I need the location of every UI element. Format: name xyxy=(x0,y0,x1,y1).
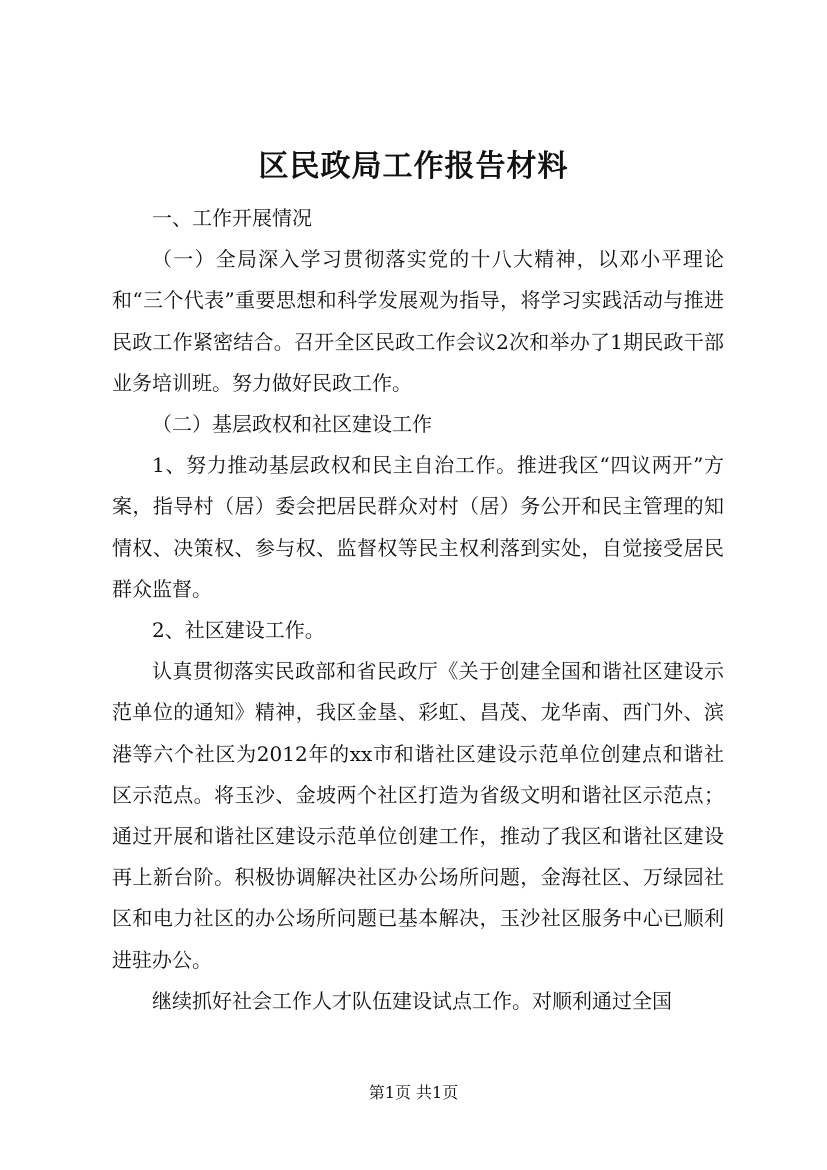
paragraph-4: 认真贯彻落实民政部和省民政厅《关于创建全国和谐社区建设示范单位的通知》精神，我区金垦、彩虹、昌茂、龙华南、西门外、滨港等六个社区为2012年的xx市和谐社区建设示范单位创建点和谐社区示范点。将玉沙、金坡两个社区打造为省级文明和谐社区示范点；通过开展和谐社区建设示范单位创建工作，推动了我区和谐社区建设再上新台阶。积极协调解决社区办公场所问题，金海社区、万绿园社区和电力社区的办公场所问题已基本解决，玉沙社区服务中心已顺利进驻办公。 xyxy=(112,659,724,972)
paragraph-1: （一）全局深入学习贯彻落实党的十八大精神，以邓小平理论和“三个代表”重要思想和科学发展观为指导，将学习实践活动与推进民政工作紧密结合。召开全区民政工作会议2次和举办了1期民政干部业务培训班。努力做好民政工作。 xyxy=(112,247,724,395)
section-heading-1: 一、工作开展情况 xyxy=(152,206,312,230)
paragraph-3: 2、社区建设工作。 xyxy=(152,618,325,643)
page-footer: 第1页 共1页 xyxy=(368,1083,459,1102)
paragraph-2: 1、努力推动基层政权和民主自治工作。推进我区“四议两开”方案，指导村（居）委会把居民群众对村（居）务公开和民主管理的知情权、决策权、参与权、监督权等民主权利落到实处，自觉接受居民群众监督。 xyxy=(112,453,724,601)
document-body xyxy=(112,198,724,1022)
subsection-heading-2: （二）基层政权和社区建设工作 xyxy=(152,412,432,437)
document-title: 区民政局工作报告材料 xyxy=(258,149,569,184)
paragraph-5: 继续抓好社会工作人才队伍建设试点工作。对顺利通过全国 xyxy=(152,988,672,1013)
